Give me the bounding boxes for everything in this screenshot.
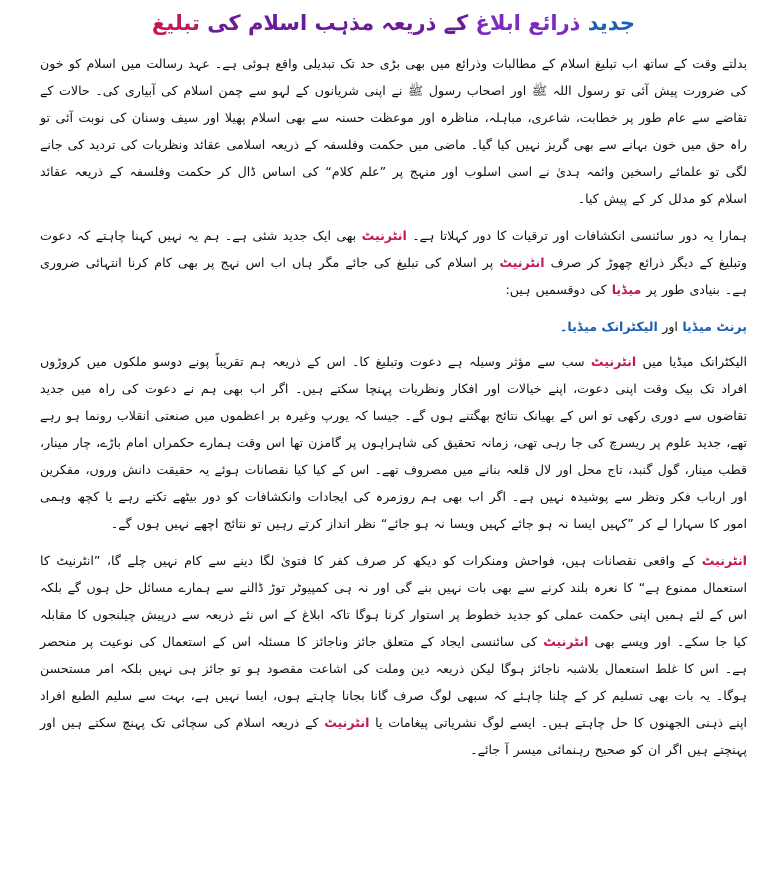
internet-highlight: انٹرنیٹ (324, 715, 370, 730)
media-and-label: اور (662, 319, 678, 334)
page-title (40, 6, 747, 44)
title-part-2: ذرائع ابلاغ (475, 11, 581, 35)
paragraph-3 (40, 348, 747, 537)
internet-highlight: انٹرنیٹ (499, 255, 545, 270)
paragraph-1: بدلتے وقت کے ساتھ اب تبلیغ اسلام کے مطالبات وذرائع میں بھی بڑی حد تک تبدیلی واقع ہوئی ہے۔ عہد رسالت میں اسلام کو خون کی ضرورت پیش آئی تو رسول اللہ ﷺ اور اصحاب رسول ﷺ نے اپنی شریانوں کے لہو سے چمن اسلام کی آبیاری کی۔ حالات کے تقاضے سے عام طور پر خطابت، شاعری، مباہلہ، مناظرہ اور موعظت حسنہ سے بھی اسلام پھیلا اور سیف وسنان کی نوبت آئی تو راہ حق میں خون بہانے سے بھی گریز نہیں کیا گیا۔ ماضی میں حکمت وفلسفہ کے ذریعہ اسلامی عقائد ونظریات کی تردید کی جانے لگی تو علمائے راسخین وائمہ ہدیٰ نے اسی اسلوب اور منہج پر ”علم کلام“ کی اساس ڈال کر حکمت وفلسفہ کے ذریعہ عقائد اسلام کو مدلل کر کے پیش کیا۔ (40, 56, 747, 206)
paragraph-2-text-g: کی دوقسمیں ہیں: (505, 282, 607, 297)
paragraph-2-text-c: بھی ایک جدید شئی ہے۔ ہم یہ نہیں کہنا چاہتے کہ دعوت وتبلیغ کے دیگر ذرائع چھوڑ کر صرف (40, 228, 747, 270)
paragraph-4 (40, 547, 747, 763)
paragraph-3-text-a: الیکٹرانک میڈیا میں (642, 354, 747, 369)
electronic-media-label: الیکٹرانک میڈیا۔ (559, 319, 658, 334)
print-media-label: پرنٹ میڈیا (682, 319, 747, 334)
internet-highlight: انٹرنیٹ (361, 228, 407, 243)
internet-highlight: انٹرنیٹ (701, 553, 747, 568)
title-part-1: جدید (587, 11, 636, 35)
paragraph-3-text-c: سب سے مؤثر وسیلہ ہے دعوت وتبلیغ کا۔ اس کے ذریعہ ہم تقریباً پونے دوسو ملکوں میں کروڑوں افراد تک بیک وقت اپنی دعوت، اپنے خیالات اور افکار ونظریات پہنچا سکتے ہیں۔ اگر اب بھی ہم نے دعوت کی راہ میں جدید تقاضوں سے دوری رکھی تو اس کے بھیانک نتائج بھگتنے ہوں گے۔ جیسا کہ یورپ وغیرہ بر اعظموں میں صنعتی انقلاب رونما ہو رہے تھے، جدید علوم پر ریسرچ کی جا رہی تھی، زمانہ تحقیق کی شاہراہوں پر گامزن تھا اس وقت ہمارے حکمراں امام باڑے، چار مینار، قطب مینار، گول گنبد، تاج محل اور لال قلعہ بنانے میں مصروف تھے۔ اس کے کیا کیا نقصانات ہوئے یہ حقیقت دانش وروں، مفکرین اور ارباب فکر ونظر سے پوشیدہ نہیں ہے۔ اگر اب بھی ہم روزمرہ کی ایجادات وانکشافات کو دور بیٹھے تکتے رہے یا کچھ وہمی امور کا سہارا لے کر ”کہیں ایسا نہ ہو جائے کہیں ویسا نہ ہو جائے“ نظر انداز کرتے رہیں تو نتائج اچھے نہیں ہوں گے۔ (40, 354, 747, 531)
paragraph-4-text-d: کی سائنسی ایجاد کے متعلق جائز وناجائز کا مسئلہ اس کے استعمال کی نوعیت پر منحصر ہے۔ اس کا غلط استعمال بلاشبہ ناجائز ہوگا لیکن ذریعہ دین وملت کی اشاعت مقصود ہو تو جائز ہی نہیں بلکہ امر مستحسن ہوگا۔ یہ بات بھی تسلیم کر کے چلنا چاہئے کہ سبھی لوگ صرف گانا بجانا چاہتے ہوں، ایسا نہیں ہے، بہت سے سلیم الطبع افراد اپنے ذہنی الجھنوں کا حل چاہتے ہیں۔ ایسے لوگ نشریاتی پیغامات یا (40, 634, 747, 730)
internet-highlight: انٹرنیٹ (543, 634, 589, 649)
paragraph-4-text-f: کے ذریعہ اسلام کی سچائی تک پہنچ سکتے ہیں اور پہنچتے ہیں اگر ان کو صحیح رہنمائی میسر آ جائے۔ (40, 715, 747, 757)
paragraph-2 (40, 222, 747, 303)
paragraph-2-text-a: ہمارا یہ دور سائنسی انکشافات اور ترقیات کا دور کہلاتا ہے۔ (412, 228, 747, 243)
media-highlight: میڈیا (611, 282, 642, 297)
paragraph-4-text-b: کے واقعی نقصانات ہیں، فواحش ومنکرات کو دیکھ کر صرف کفر کا فتویٰ لگا دینے سے کام نہیں چلے گا، ”انٹرنیٹ کا استعمال ممنوع ہے“ کا نعرہ بلند کرنے سے بھی بات نہیں بنے گی اور نہ ہی کمپیوٹر توڑ ڈالنے سے ہمارے مسائل حل ہوں گے بلکہ اس کے لئے ہمیں اپنی حکمت عملی کو جدید خطوط پر استوار کرنا ہوگا تاکہ ابلاغ کے اس نئے ذریعہ سے درپیش چیلنجوں کا مقابلہ کیا جا سکے۔ اور ویسے بھی (40, 553, 747, 649)
paragraph-2-text-e: پر اسلام کی تبلیغ کی جائے مگر ہاں اب اس نہج پر بھی کام کرنا انتہائی ضروری ہے۔ بنیادی طور پر (40, 255, 747, 297)
internet-highlight: انٹرنیٹ (590, 354, 637, 369)
title-part-4: تبلیغ (151, 11, 200, 35)
title-part-3: کے ذریعہ مذہب اسلام کی (207, 11, 469, 35)
media-types-subheading (40, 313, 747, 340)
